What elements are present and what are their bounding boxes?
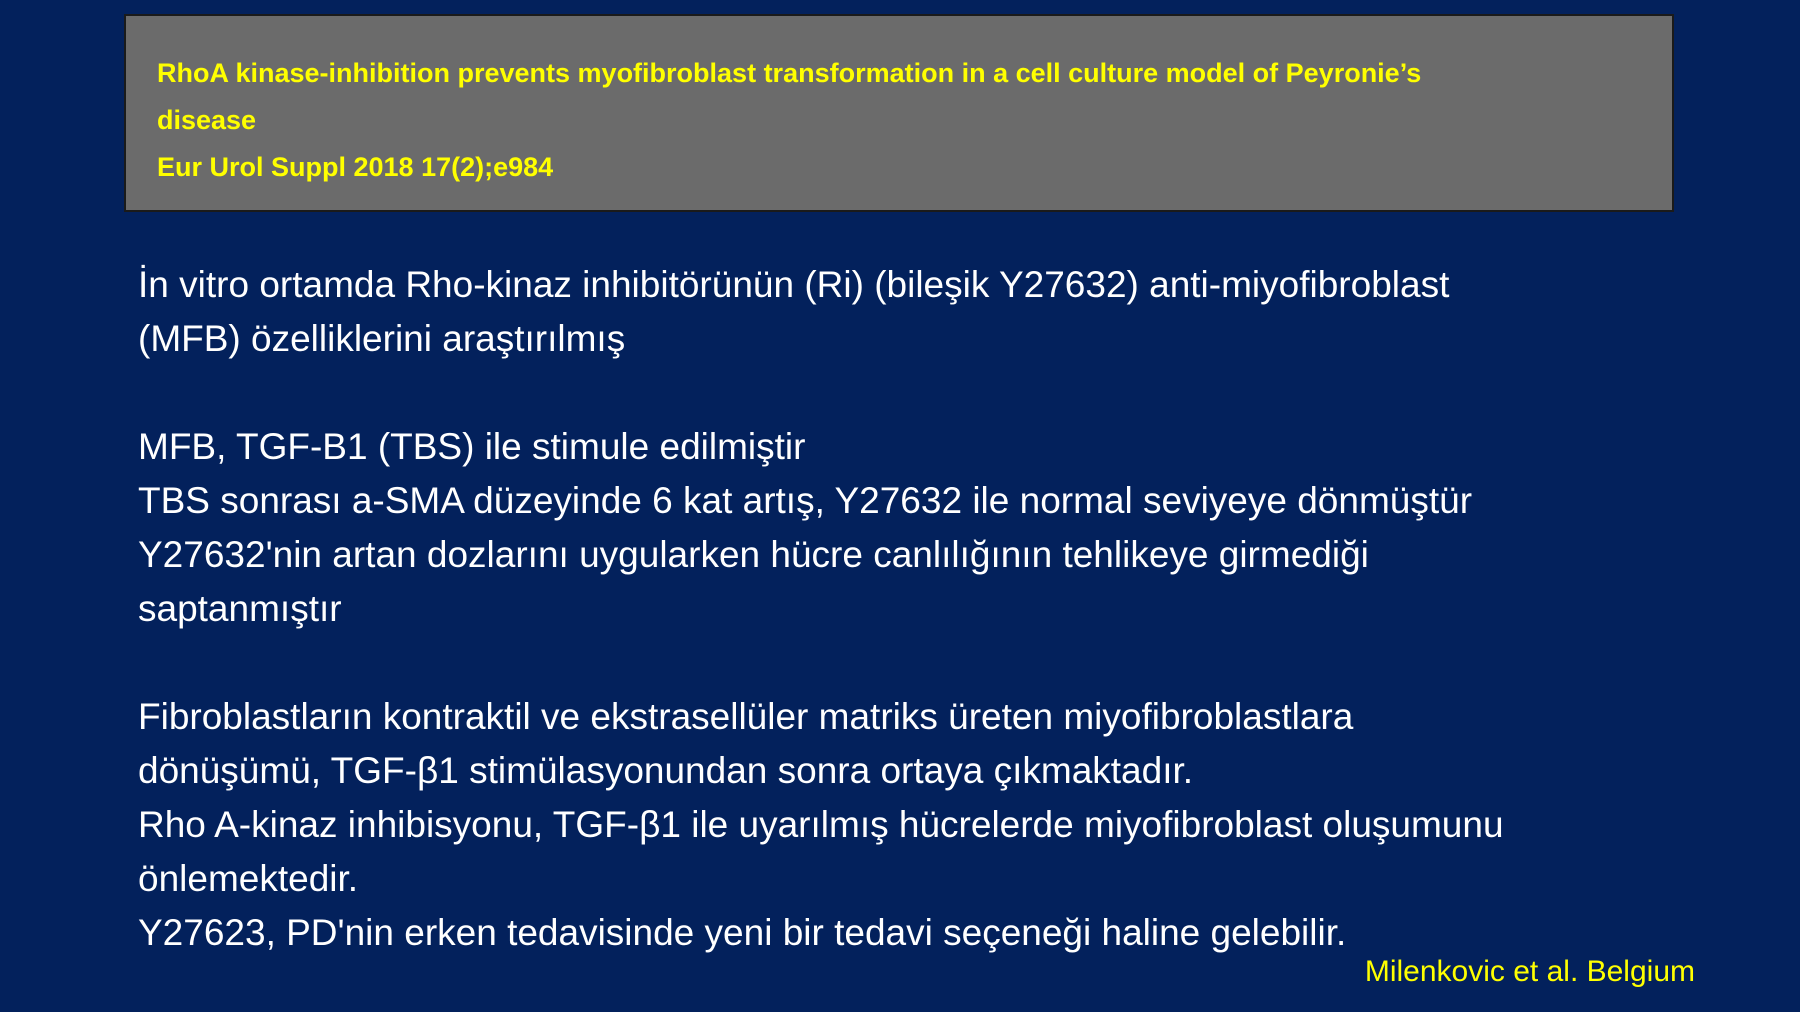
body-line: dönüşümü, TGF-β1 stimülasyonundan sonra ortaya çıkmaktadır. <box>138 750 1194 791</box>
body-line: saptanmıştır <box>138 588 342 629</box>
body-line: Fibroblastların kontraktil ve ekstrasellüler matriks üreten miyofibroblastlara <box>138 696 1354 737</box>
body-line: Y27623, PD'nin erken tedavisinde yeni bir tedavi seçeneği haline gelebilir. <box>138 912 1347 953</box>
slide-body <box>138 258 1698 960</box>
author-credit: Milenkovic et al. Belgium <box>1364 955 1695 988</box>
body-line: MFB, TGF-B1 (TBS) ile stimule edilmiştir <box>138 426 806 467</box>
body-line: TBS sonrası a-SMA düzeyinde 6 kat artış, Y27632 ile normal seviyeye dönmüştür <box>138 480 1473 521</box>
paragraph-spacer <box>138 366 1698 420</box>
article-title-line-1: RhoA kinase-inhibition prevents myofibroblast transformation in a cell culture model of Peyronie’s <box>157 58 1422 88</box>
paragraph-spacer <box>138 636 1698 690</box>
journal-citation: Eur Urol Suppl 2018 17(2);e984 <box>157 152 554 182</box>
body-line: önlemektedir. <box>138 858 359 899</box>
body-line: (MFB) özelliklerini araştırılmış <box>138 318 626 359</box>
body-line: İn vitro ortamda Rho-kinaz inhibitörünün (Ri) (bileşik Y27632) anti-miyofibroblast <box>138 264 1450 305</box>
body-line: Y27632'nin artan dozlarını uygularken hücre canlılığının tehlikeye girmediği <box>138 534 1369 575</box>
body-line: Rho A-kinaz inhibisyonu, TGF-β1 ile uyarılmış hücrelerde miyofibroblast oluşumunu <box>138 804 1504 845</box>
article-title-line-2: disease <box>157 105 257 135</box>
citation-header-box <box>124 14 1674 212</box>
